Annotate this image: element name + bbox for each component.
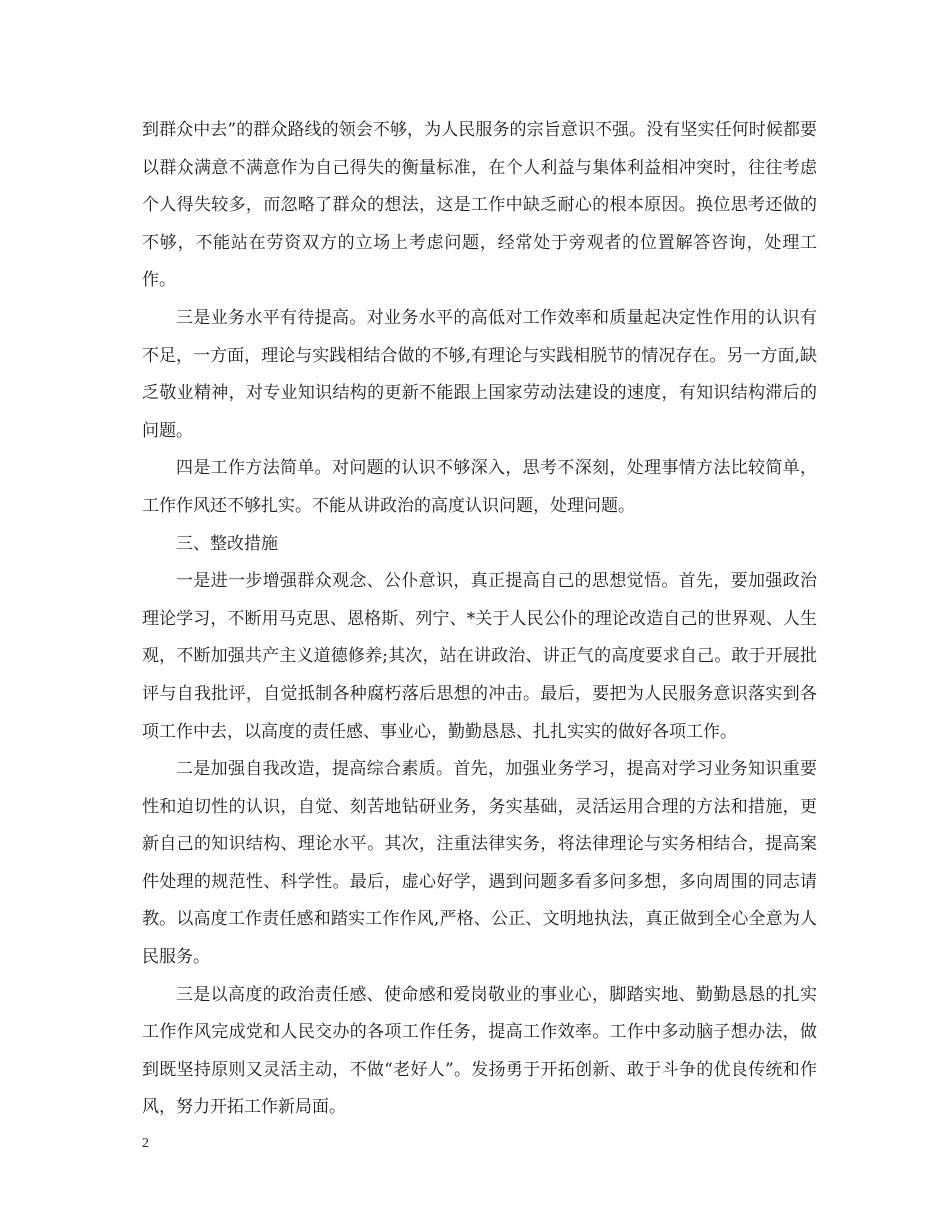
page-number: 2	[142, 1136, 149, 1151]
paragraph-1: 到群众中去”的群众路线的领会不够，为人民服务的宗旨意识不强。没有坚实任何时候都要以群众满意不满意作为自己得失的衡量标准，在个人利益与集体利益相冲突时，往往考虑个人得失较多，而忽略了群众的想法，这是工作中缺乏耐心的根本原因。换位思考还做的不够，不能站在劳资双方的立场上考虑问题，经常处于旁观者的位置解答咨询，处理工作。	[142, 120, 817, 291]
paragraph-3: 四是工作方法简单。对问题的认识不够深入，思考不深刻，处理事情方法比较简单，工作作风还不够扎实。不能从讲政治的高度认识问题，处理问题。	[142, 458, 817, 516]
paragraph-5: 二是加强自我改造，提高综合素质。首先，加强业务学习，提高对学习业务知识重要性和迫切性的认识，自觉、刻苦地钻研业务，务实基础，灵活运用合理的方法和措施，更新自己的知识结构、理论水平。其次，注重法律实务，将法律理论与实务相结合，提高案件处理的规范性、科学性。最后，虚心好学，遇到问题多看多问多想，多向周围的同志请教。以高度工作责任感和踏实工作作风,严格、公正、文明地执法，真正做到全心全意为人民服务。	[142, 759, 817, 968]
paragraph-2: 三是业务水平有待提高。对业务水平的高低对工作效率和质量起决定性作用的认识有不足，一方面，理论与实践相结合做的不够,有理论与实践相脱节的情况存在。另一方面,缺乏敬业精神，对专业知识结构的更新不能跟上国家劳动法建设的速度，有知识结构滞后的问题。	[142, 307, 817, 441]
document-body	[142, 112, 817, 1127]
section-heading: 三、整改措施	[176, 533, 278, 554]
paragraph-4: 一是进一步增强群众观念、公仆意识，真正提高自己的思想觉悟。首先，要加强政治理论学习，不断用马克思、恩格斯、列宁、*关于人民公仆的理论改造自己的世界观、人生观，不断加强共产主义道德修养;其次，站在讲政治、讲正气的高度要求自己。敢于开展批评与自我批评，自觉抵制各种腐朽落后思想的冲击。最后，要把为人民服务意识落实到各项工作中去，以高度的责任感、事业心，勤勤恳恳、扎扎实实的做好各项工作。	[142, 571, 817, 742]
paragraph-6: 三是以高度的政治责任感、使命感和爱岗敬业的事业心，脚踏实地、勤勤恳恳的扎实工作作风完成党和人民交办的各项工作任务，提高工作效率。工作中多动脑子想办法，做到既坚持原则又灵活主动，不做“老好人”。发扬勇于开拓创新、敢于斗争的优良传统和作风，努力开拓工作新局面。	[142, 984, 817, 1118]
